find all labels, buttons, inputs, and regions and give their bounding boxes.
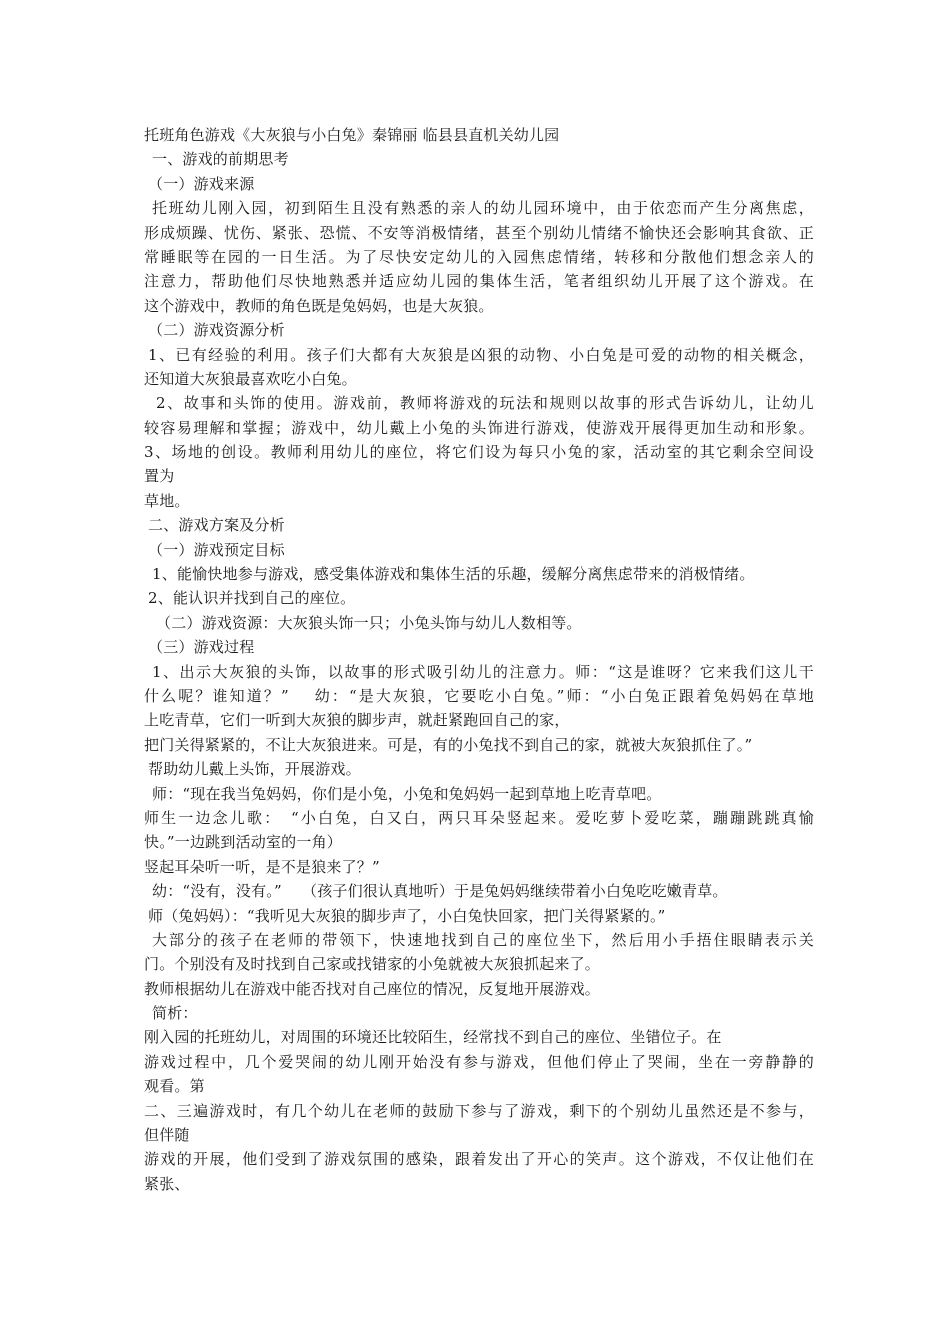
text-line: （二）游戏资源：大灰狼头饰一只；小兔头饰与幼儿人数相等。 [156, 613, 582, 632]
text-line: 这个游戏中，教师的角色既是兔妈妈，也是大灰狼。 [144, 296, 494, 315]
text-line: 二、三遍游戏时，有几个幼儿在老师的鼓励下参与了游戏，剩下的个别幼儿虽然还是不参与， [144, 1101, 814, 1120]
text-line: 师：“现在我当兔妈妈，你们是小兔，小兔和兔妈妈一起到草地上吃青草吧。 [152, 784, 662, 803]
text-line: 一、游戏的前期思考 [152, 150, 289, 169]
text-line: 托班幼儿刚入园，初到陌生且没有熟悉的亲人的幼儿园环境中，由于依恋而产生分离焦虑， [152, 199, 814, 218]
text-line: 简析： [152, 1004, 198, 1023]
text-line: 托班角色游戏《大灰狼与小白兔》秦锦丽 临县县直机关幼儿园 [144, 126, 560, 144]
text-line: （三）游戏过程 [148, 638, 255, 657]
text-line: 游戏过程中，几个爱哭闹的幼儿刚开始没有参与游戏，但他们停止了哭闹，坐在一旁静静的 [144, 1052, 814, 1071]
text-line: 形成烦躁、忧伤、紧张、恐慌、不安等消极情绪，甚至个别幼儿情绪不愉快还会影响其食欲、正 [144, 223, 814, 242]
text-line: 1、出示大灰狼的头饰，以故事的形式吸引幼儿的注意力。师：“这是谁呀？它来我们这儿干 [152, 662, 814, 681]
text-line: 1、已有经验的利用。孩子们大都有大灰狼是凶狠的动物、小白兔是可爱的动物的相关概念， [148, 345, 814, 364]
text-line: （一）游戏来源 [148, 174, 255, 193]
text-line: （一）游戏预定目标 [148, 540, 285, 559]
text-line: 常睡眠等在园的一日生活。为了尽快安定幼儿的入园焦虑情绪，转移和分散他们想念亲人的 [144, 247, 814, 266]
text-line: 2、故事和头饰的使用。游戏前，教师将游戏的玩法和规则以故事的形式告诉幼儿，让幼儿 [156, 394, 814, 413]
text-line: 帮助幼儿戴上头饰，开展游戏。 [148, 760, 361, 779]
text-line: 什么呢？谁知道？” 幼：“是大灰狼，它要吃小白兔。”师：“小白兔正跟着兔妈妈在草地 [144, 686, 814, 705]
text-line: 1、能愉快地参与游戏，感受集体游戏和集体生活的乐趣，缓解分离焦虑带来的消极情绪。 [152, 565, 755, 584]
text-line: 竖起耳朵听一听，是不是狼来了？” [144, 857, 380, 876]
text-line: 3、场地的创设。教师利用幼儿的座位，将它们设为每只小兔的家，活动室的其它剩余空间设 [144, 443, 814, 462]
text-line: 快。”一边跳到活动室的一角） [144, 833, 342, 852]
text-line: 紧张、 [144, 1174, 190, 1193]
text-line: 幼：“没有，没有。” （孩子们很认真地听）于是兔妈妈继续带着小白兔吃吃嫩青草。 [152, 882, 728, 901]
text-line: 但伴随 [144, 1126, 190, 1145]
text-line: 游戏的开展，他们受到了游戏氛围的感染，跟着发出了开心的笑声。这个游戏，不仅让他们在 [144, 1150, 814, 1169]
text-line: 2、能认识并找到自己的座位。 [148, 589, 356, 608]
text-line: 较容易理解和掌握；游戏中，幼儿戴上小兔的头饰进行游戏，使游戏开展得更加生动和形象。 [144, 418, 814, 437]
text-line: 大部分的孩子在老师的带领下，快速地找到自己的座位坐下，然后用小手捂住眼睛表示关 [152, 930, 814, 949]
text-line: 草地。 [144, 491, 190, 510]
document-page [144, 123, 814, 1196]
text-line: （二）游戏资源分析 [148, 321, 285, 340]
text-line: 教师根据幼儿在游戏中能否找对自己座位的情况，反复地开展游戏。 [144, 979, 601, 998]
text-line: 还知道大灰狼最喜欢吃小白兔。 [144, 369, 357, 388]
text-line: 门。个别没有及时找到自己家或找错家的小兔就被大灰狼抓起来了。 [144, 955, 601, 974]
text-line: 置为 [144, 467, 175, 486]
text-line: 师（兔妈妈）：“我听见大灰狼的脚步声了，小白兔快回家，把门关得紧紧的。” [148, 906, 666, 925]
text-line: 观看。第 [144, 1077, 205, 1096]
text-line: 把门关得紧紧的，不让大灰狼进来。可是，有的小兔找不到自己的家，就被大灰狼抓住了。” [144, 735, 753, 754]
text-line: 二、游戏方案及分析 [148, 516, 285, 535]
text-line: 师生一边念儿歌： “小白兔，白又白，两只耳朵竖起来。爱吃萝卜爱吃菜，蹦蹦跳跳真愉 [144, 808, 814, 827]
text-line: 上吃青草，它们一听到大灰狼的脚步声，就赶紧跑回自己的家， [144, 711, 570, 730]
text-line: 注意力，帮助他们尽快地熟悉并适应幼儿园的集体生活，笔者组织幼儿开展了这个游戏。在 [144, 272, 814, 291]
text-line: 刚入园的托班幼儿，对周围的环境还比较陌生，经常找不到自己的座位、坐错位子。在 [144, 1028, 722, 1047]
